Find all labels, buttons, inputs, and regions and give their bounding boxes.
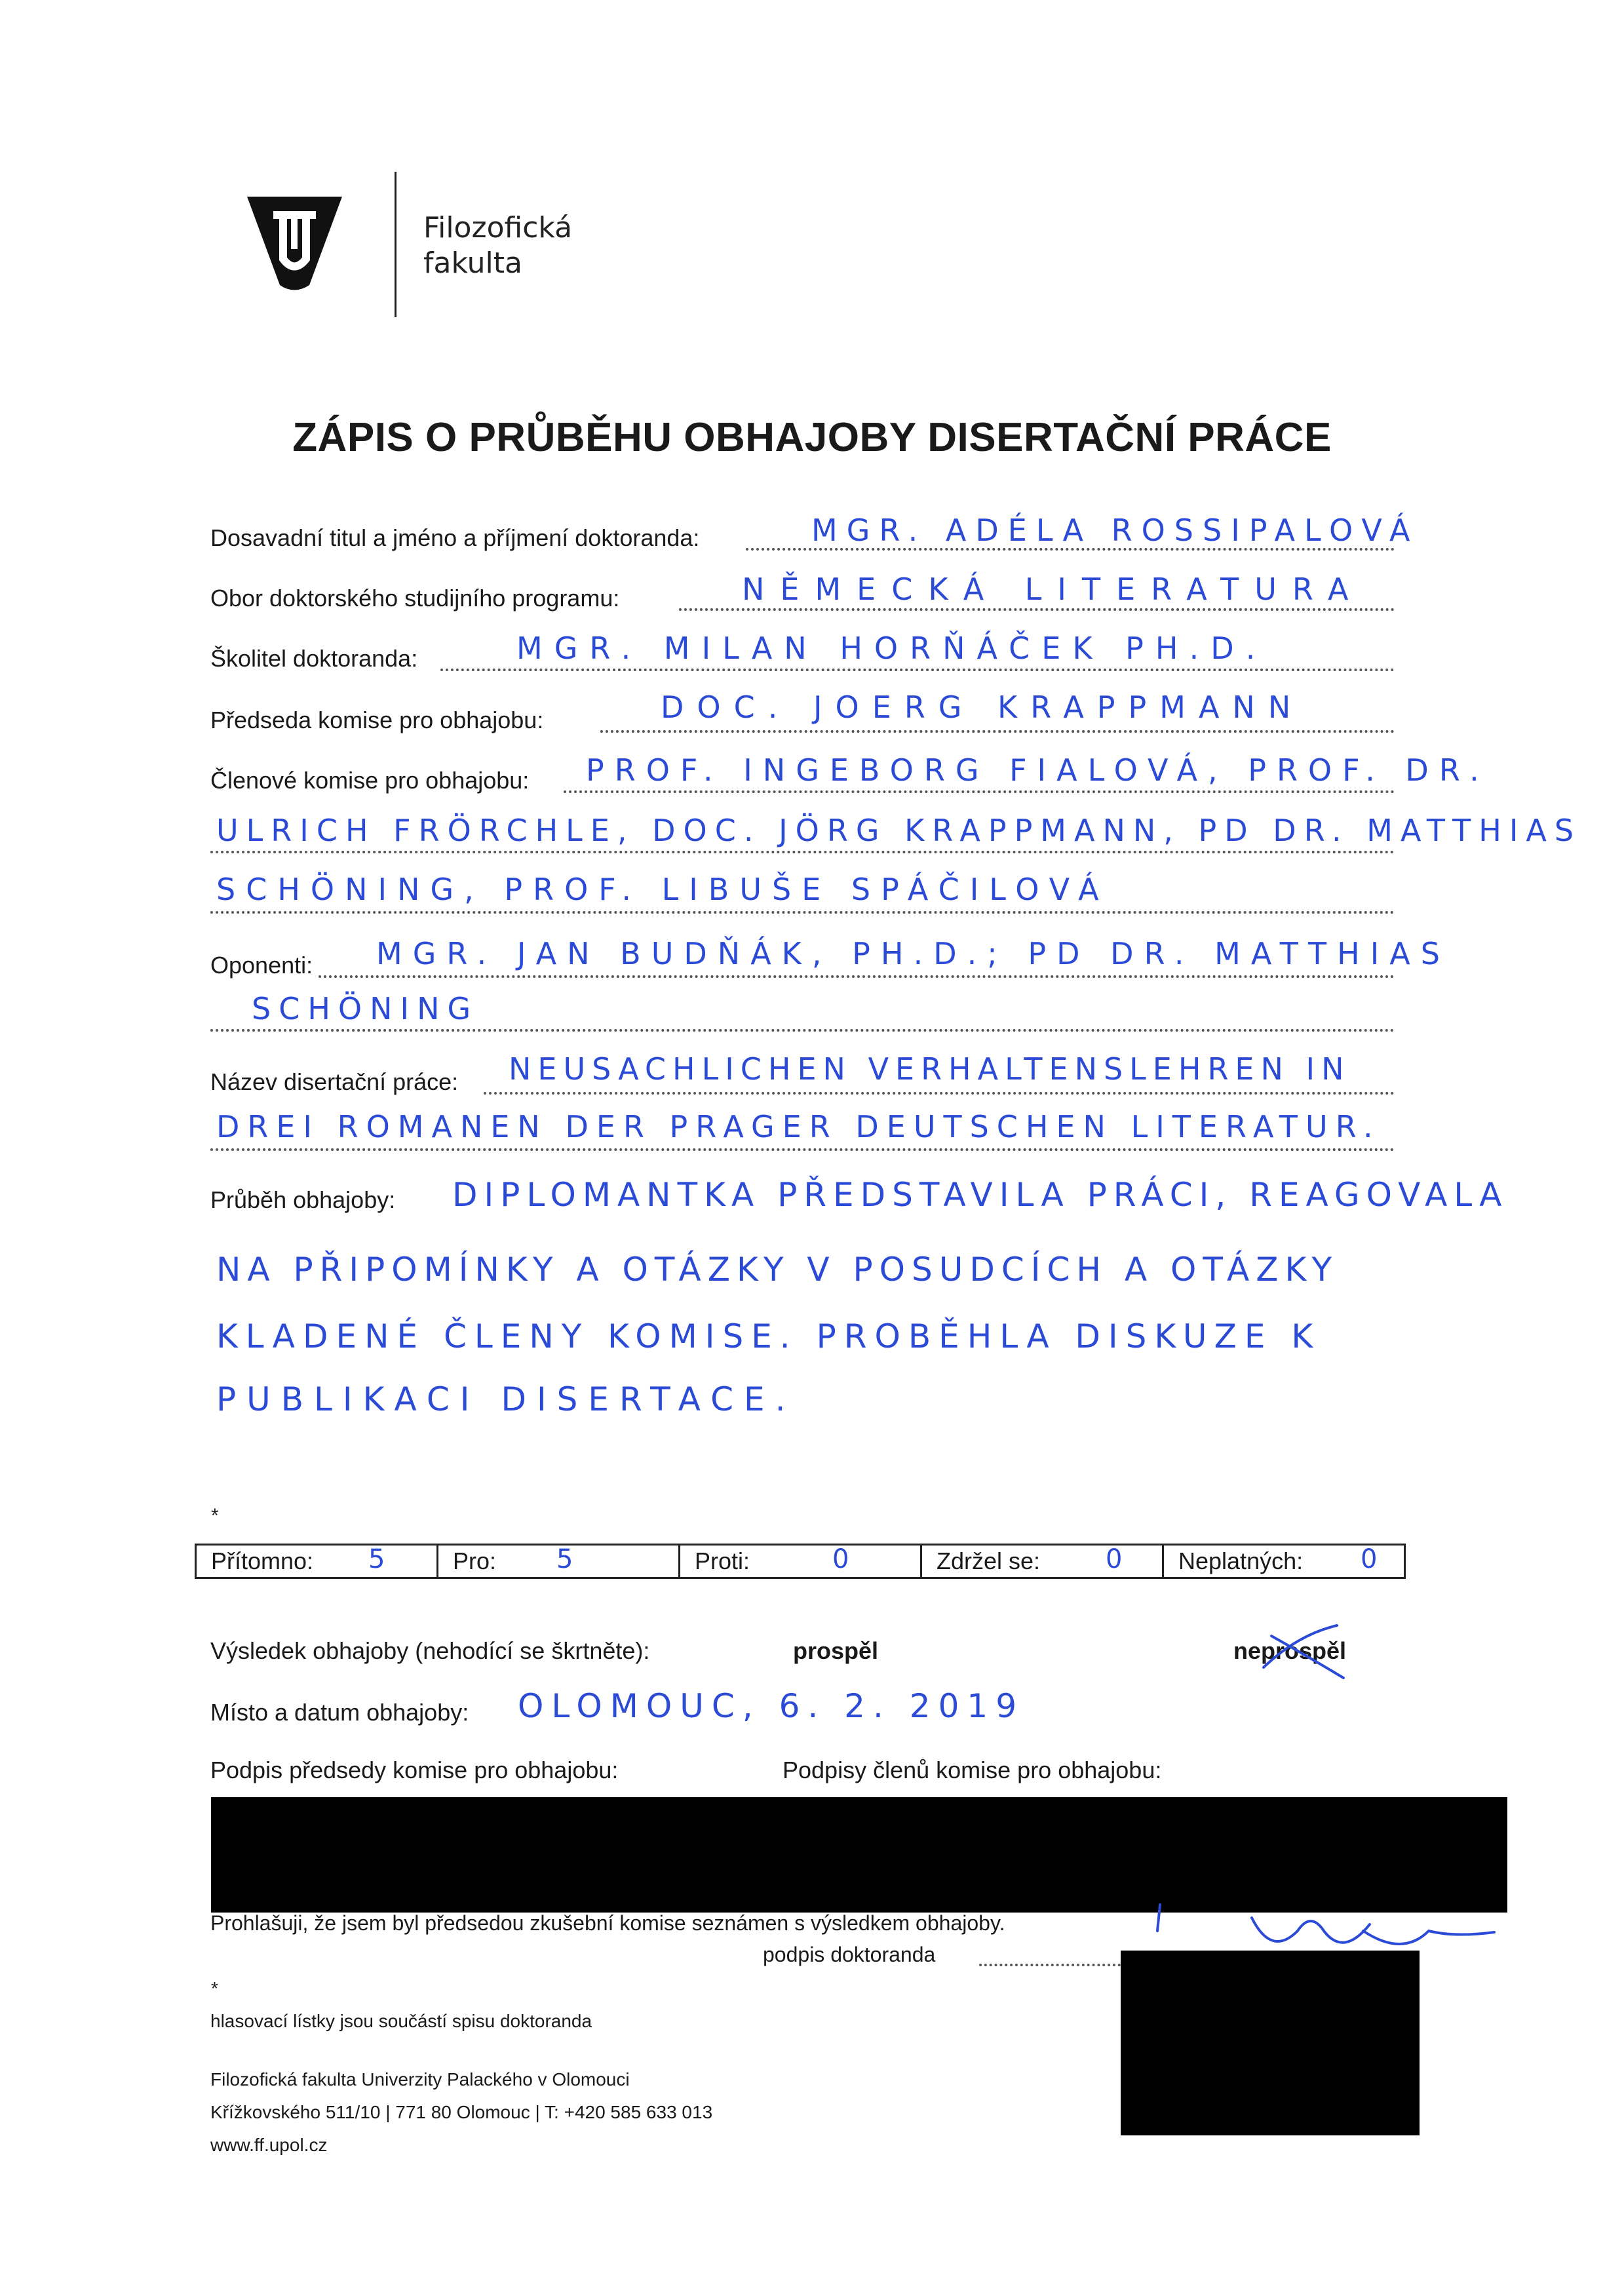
members-label: Členové komise pro obhajobu: xyxy=(210,767,530,794)
chair-signature-label: Podpis předsedy komise pro obhajobu: xyxy=(210,1757,619,1783)
members-dotted-line-2 xyxy=(210,851,1395,853)
footer-address-line1: Filozofická fakulta Univerzity Palackého v Olomouci xyxy=(210,2069,630,2090)
thesis-value-2: DREI ROMANEN DER PRAGER DEUTSCHEN LITERATUR. xyxy=(216,1109,1381,1144)
opponents-value-1: MGR. JAN BUDŇÁK, PH.D.; PD DR. MATTHIAS xyxy=(376,936,1450,971)
place-value: OLOMOUC, 6. 2. 2019 xyxy=(518,1687,1025,1725)
abstain-value: 0 xyxy=(1106,1544,1123,1574)
pro-cell xyxy=(438,1545,680,1578)
members-value-2: ULRICH FRÖRCHLE, DOC. JÖRG KRAPPMANN, PD DR. MATTHIAS xyxy=(216,813,1582,848)
redacted-candidate-signature xyxy=(1121,1951,1420,2135)
result-passed: prospěl xyxy=(793,1637,879,1664)
place-label: Místo a datum obhajoby: xyxy=(210,1699,469,1726)
members-signature-label: Podpisy členů komise pro obhajobu: xyxy=(783,1757,1162,1783)
contra-cell xyxy=(680,1545,921,1578)
result-failed: neprospěl xyxy=(1233,1637,1347,1664)
course-value-1: DIPLOMANTKA PŘEDSTAVILA PRÁCI, REAGOVALA xyxy=(452,1176,1509,1214)
present-cell xyxy=(196,1545,438,1578)
abstain-label: Zdržel se: xyxy=(937,1547,1041,1574)
chair-dotted-line xyxy=(600,730,1395,733)
candidate-label: Dosavadní titul a jméno a příjmení doktoranda: xyxy=(210,524,700,551)
candidate-signature-label: podpis doktoranda xyxy=(763,1943,936,1966)
invalid-cell xyxy=(1163,1545,1405,1578)
invalid-label: Neplatných: xyxy=(1178,1547,1304,1574)
logo-divider xyxy=(395,172,396,317)
university-logo xyxy=(244,197,345,295)
supervisor-value: MGR. MILAN HORŇÁČEK PH.D. xyxy=(516,631,1267,666)
opponents-dotted-line-1 xyxy=(319,975,1395,978)
result-label: Výsledek obhajoby (nehodící se škrtněte): xyxy=(210,1637,650,1664)
program-dotted-line xyxy=(679,608,1395,611)
chair-label: Předseda komise pro obhajobu: xyxy=(210,707,544,733)
chair-value: DOC. JOERG KRAPPMANN xyxy=(661,690,1304,725)
document-title: ZÁPIS O PRŮBĚHU OBHAJOBY DISERTAČNÍ PRÁCE xyxy=(292,415,1332,460)
members-value-1: PROF. INGEBORG FIALOVÁ, PROF. DR. xyxy=(586,752,1490,788)
course-value-4: PUBLIKACI DISERTACE. xyxy=(216,1380,796,1418)
pro-label: Pro: xyxy=(453,1547,497,1574)
program-value: NĚMECKÁ LITERATURA xyxy=(742,572,1364,607)
failed-strikethrough xyxy=(1258,1622,1350,1681)
footer-website: www.ff.upol.cz xyxy=(210,2135,328,2155)
footer-address-line2: Křížkovského 511/10 | 771 80 Olomouc | T: +420 585 633 013 xyxy=(210,2102,713,2122)
members-value-3: SCHÖNING, PROF. LIBUŠE SPÁČILOVÁ xyxy=(216,872,1110,907)
members-dotted-line-1 xyxy=(564,790,1395,793)
present-value: 5 xyxy=(368,1544,385,1574)
footnote-text: hlasovací lístky jsou součástí spisu doktoranda xyxy=(210,2011,592,2031)
faculty-name-line1: Filozofická xyxy=(423,211,573,244)
faculty-name-line2: fakulta xyxy=(423,246,522,280)
contra-label: Proti: xyxy=(695,1547,750,1574)
opponents-value-2: SCHÖNING xyxy=(252,991,479,1026)
candidate-dotted-line xyxy=(746,548,1395,551)
contra-value: 0 xyxy=(832,1544,849,1574)
supervisor-dotted-line xyxy=(440,669,1395,671)
votes-asterisk: * xyxy=(211,1505,219,1526)
thesis-dotted-line-2 xyxy=(210,1148,1395,1151)
footnote-asterisk: * xyxy=(211,1978,218,1998)
declaration-text: Prohlašuji, že jsem byl předsedou zkušební komise seznámen s výsledkem obhajoby. xyxy=(210,1911,1005,1935)
course-value-3: KLADENÉ ČLENY KOMISE. PROBĚHLA DISKUZE K xyxy=(216,1317,1321,1355)
invalid-value: 0 xyxy=(1361,1544,1378,1574)
abstain-cell xyxy=(921,1545,1163,1578)
votes-table xyxy=(195,1544,1406,1579)
supervisor-label: Školitel doktoranda: xyxy=(210,645,418,672)
thesis-dotted-line-1 xyxy=(484,1092,1395,1095)
opponents-label: Oponenti: xyxy=(210,952,313,979)
members-dotted-line-3 xyxy=(210,911,1395,914)
program-label: Obor doktorského studijního programu: xyxy=(210,585,620,612)
pro-value: 5 xyxy=(556,1544,573,1574)
thesis-value-1: NEUSACHLICHEN VERHALTENSLEHREN IN xyxy=(509,1051,1351,1087)
candidate-value: MGR. ADÉLA ROSSIPALOVÁ xyxy=(811,513,1420,548)
present-label: Přítomno: xyxy=(211,1547,314,1574)
opponents-dotted-line-2 xyxy=(210,1029,1395,1032)
course-label: Průběh obhajoby: xyxy=(210,1186,396,1213)
candidate-signature-dotted-line xyxy=(979,1964,1121,1966)
thesis-label: Název disertační práce: xyxy=(210,1068,459,1095)
course-value-2: NA PŘIPOMÍNKY A OTÁZKY V POSUDCÍCH A OTÁZKY xyxy=(216,1251,1339,1289)
